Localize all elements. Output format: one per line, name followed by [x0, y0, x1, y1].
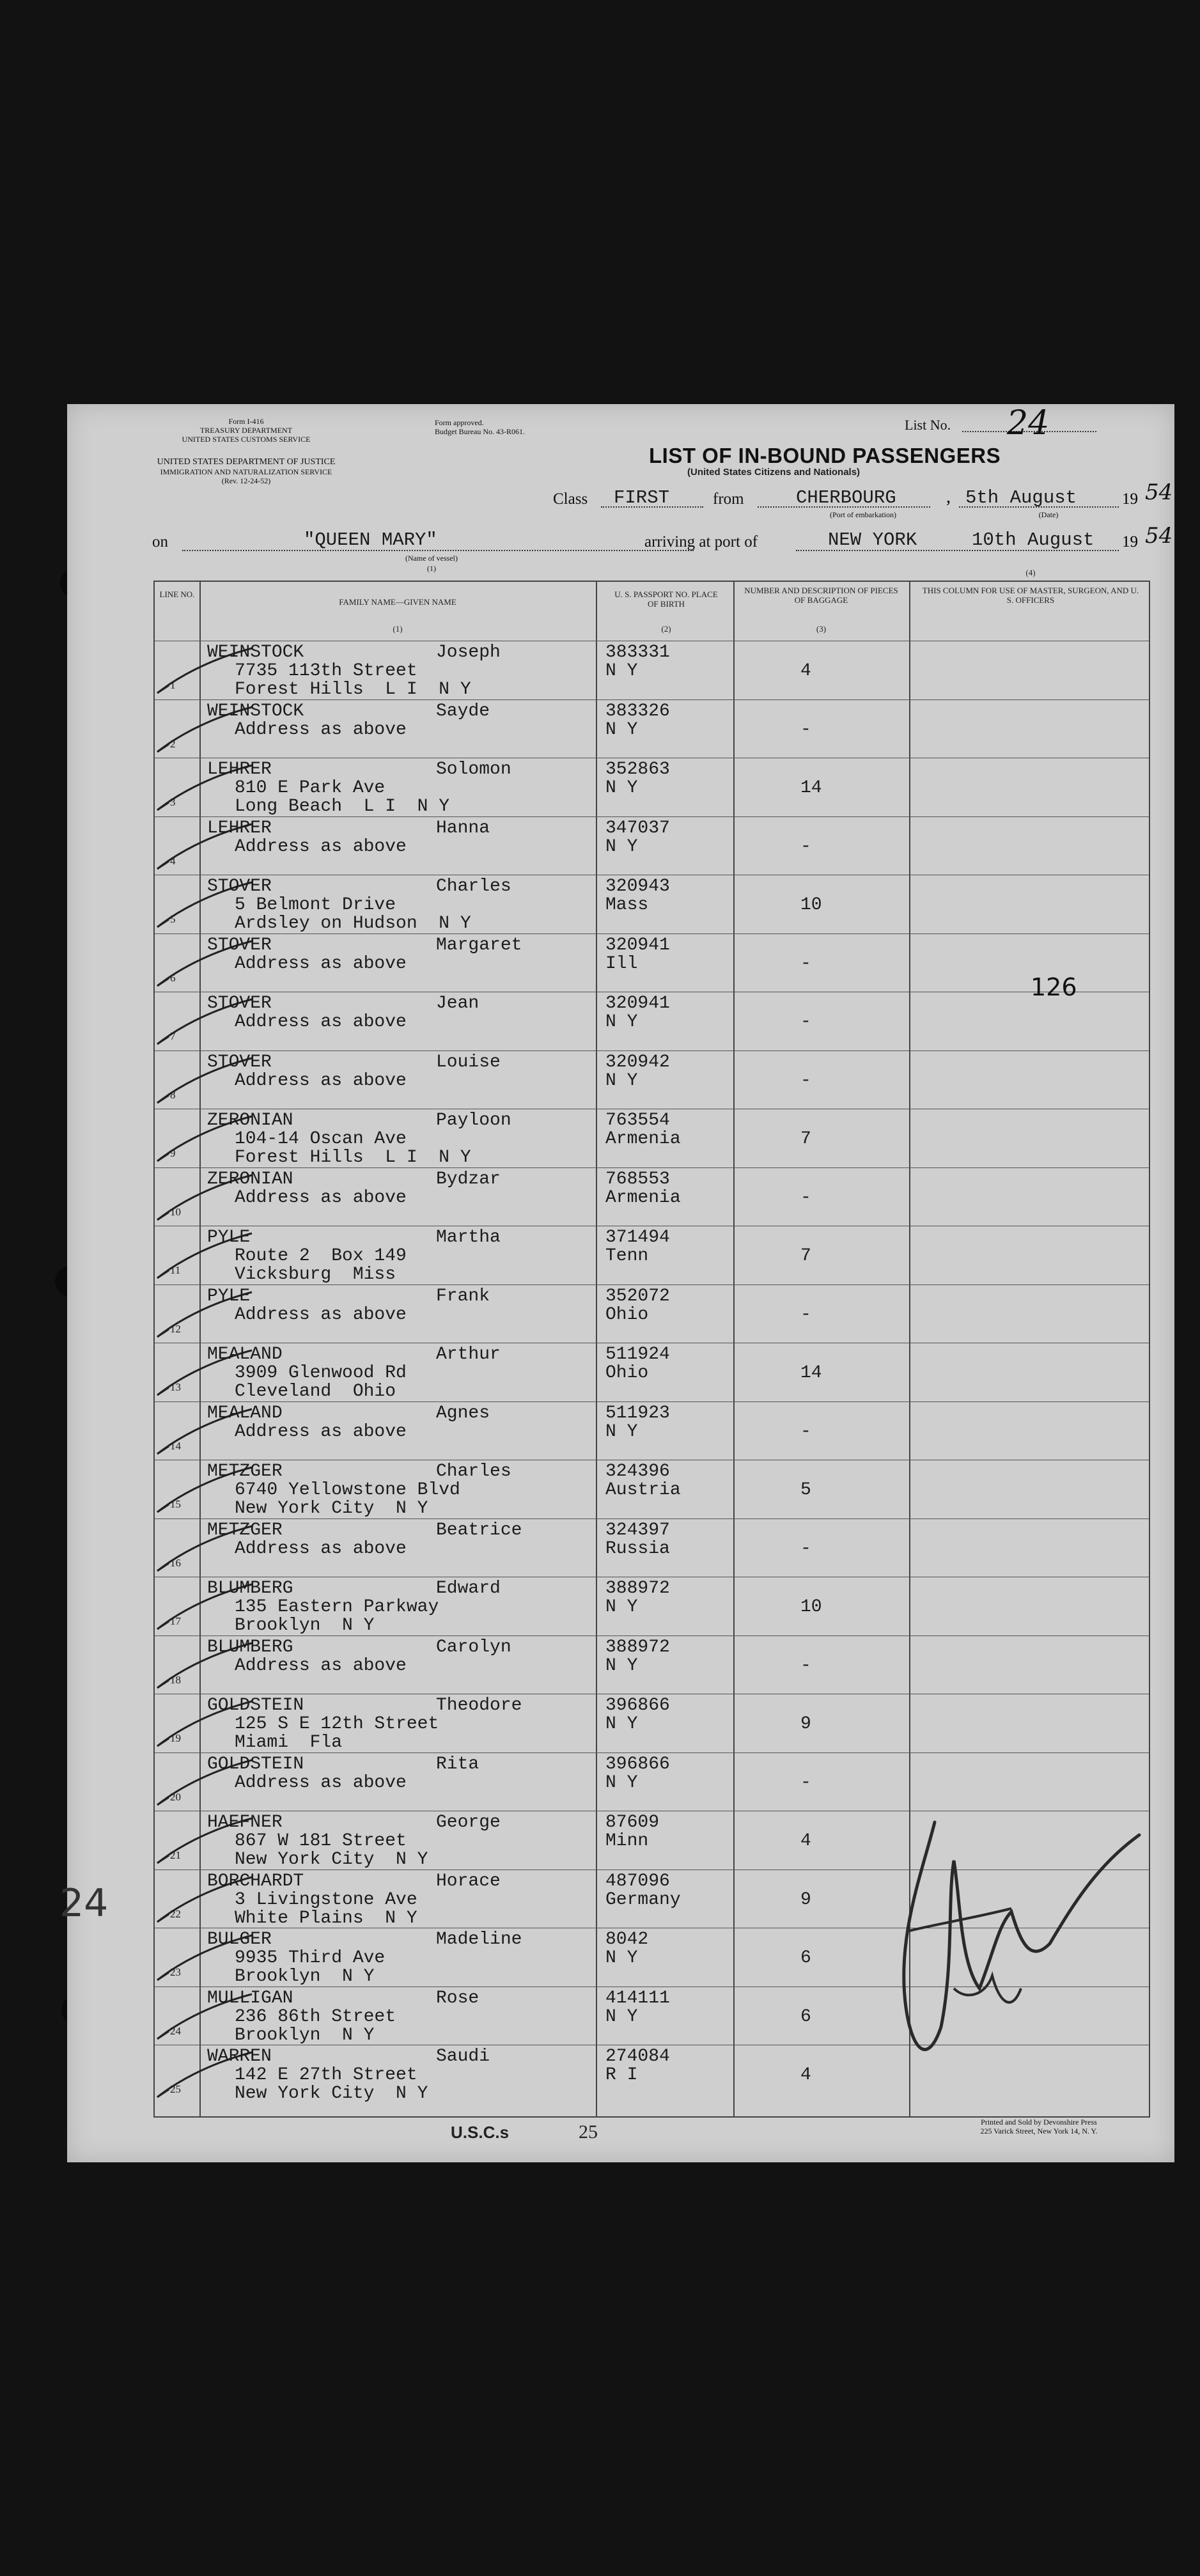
family-name: LEHRER: [207, 760, 272, 779]
table-row: [155, 1343, 1149, 1401]
place-of-birth: Germany: [605, 1889, 681, 1910]
family-name: STOVER: [207, 994, 272, 1013]
given-name: Saudi: [436, 2047, 490, 2066]
place-of-birth: Ohio: [605, 1304, 649, 1325]
baggage-count: -: [800, 1304, 811, 1325]
place-of-birth: N Y: [605, 1597, 638, 1617]
baggage-count: -: [800, 1187, 811, 1208]
baggage-count: 4: [800, 2065, 811, 2085]
family-name: BORCHARDT: [207, 1871, 304, 1891]
family-name: ZERONIAN: [207, 1169, 293, 1189]
address-line-2: New York City N Y: [235, 2084, 428, 2104]
date-line: [959, 506, 1119, 508]
address-line-2: Long Beach L I N Y: [235, 797, 450, 816]
address-line-1: Address as above: [235, 1304, 407, 1325]
table-row: [155, 992, 1149, 1050]
family-name: ZERONIAN: [207, 1111, 293, 1130]
family-name: MEALAND: [207, 1345, 283, 1364]
family-name: WEINSTOCK: [207, 643, 304, 662]
year-prefix: 19: [1122, 490, 1138, 508]
baggage-count: 14: [800, 1363, 822, 1383]
address-line-1: Address as above: [235, 1421, 407, 1442]
address-line-1: 9935 Third Ave: [235, 1948, 386, 1968]
passport-number: 8042: [605, 1930, 649, 1949]
line-number: 8: [170, 1088, 176, 1101]
address-line-2: New York City N Y: [235, 1499, 428, 1518]
family-name: PYLE: [207, 1228, 251, 1247]
passport-number: 87609: [605, 1813, 660, 1832]
passport-number: 324396: [605, 1462, 670, 1481]
table-row: [155, 641, 1149, 699]
place-of-birth: N Y: [605, 1948, 638, 1968]
passport-number: 768553: [605, 1169, 670, 1189]
class-value: FIRST: [614, 487, 670, 508]
line-number: 24: [170, 2024, 181, 2037]
form-revision: (Rev. 12-24-52): [221, 476, 271, 485]
baggage-count: -: [800, 1012, 811, 1032]
margin-note: 24: [59, 1881, 109, 1926]
baggage-count: -: [800, 1655, 811, 1676]
family-name: METZGER: [207, 1462, 283, 1481]
line-number: 22: [170, 1907, 181, 1920]
baggage-count: 10: [800, 1597, 822, 1617]
address-line-1: Address as above: [235, 1070, 407, 1091]
line-number: 9: [170, 1147, 176, 1159]
given-name: Margaret: [436, 935, 522, 955]
address-line-2: Brooklyn N Y: [235, 1967, 375, 1987]
passport-number: 511924: [605, 1345, 670, 1364]
officer-signature: [884, 1797, 1152, 2078]
place-of-birth: N Y: [605, 836, 638, 857]
address-line-2: Brooklyn N Y: [235, 1616, 375, 1635]
line-number: 3: [170, 796, 176, 808]
table-row: [155, 1226, 1149, 1284]
table-row: [155, 1109, 1149, 1167]
form-title: LIST OF IN-BOUND PASSENGERS: [649, 444, 1001, 467]
budget-bureau: Budget Bureau No. 43-R061.: [435, 427, 525, 436]
address-line-2: New York City N Y: [235, 1850, 428, 1870]
table-row: [155, 1635, 1149, 1694]
family-name: WEINSTOCK: [207, 701, 304, 721]
address-line-1: 135 Eastern Parkway: [235, 1597, 439, 1617]
baggage-count: 6: [800, 1948, 811, 1968]
place-of-birth: R I: [605, 2065, 638, 2085]
vessel-caption: (Name of vessel): [405, 554, 458, 563]
passport-number: 383326: [605, 701, 670, 721]
address-line-2: White Plains N Y: [235, 1908, 417, 1928]
given-name: Payloon: [436, 1111, 511, 1130]
place-of-birth: Ill: [605, 953, 638, 974]
given-name: Arthur: [436, 1345, 501, 1364]
place-of-birth: N Y: [605, 2006, 638, 2027]
place-of-birth: N Y: [605, 1012, 638, 1032]
arriving-label: arriving at port of: [644, 533, 758, 550]
passport-number: 396866: [605, 1754, 670, 1774]
line-number: 18: [170, 1673, 181, 1686]
baggage-count: -: [800, 1772, 811, 1793]
vessel-name: "QUEEN MARY": [304, 529, 437, 550]
given-name: Bydzar: [436, 1169, 501, 1189]
place-of-birth: N Y: [605, 719, 638, 740]
address-line-1: Address as above: [235, 1012, 407, 1032]
place-of-birth: N Y: [605, 1070, 638, 1091]
port-of-embarkation: CHERBOURG: [796, 487, 896, 508]
address-line-2: Cleveland Ohio: [235, 1382, 396, 1401]
family-name: HAEFNER: [207, 1813, 283, 1832]
given-name: Horace: [436, 1871, 501, 1891]
given-name: Frank: [436, 1286, 490, 1306]
vessel-line: [182, 550, 694, 551]
family-name: PYLE: [207, 1286, 251, 1306]
date-caption: (Date): [1038, 510, 1059, 519]
given-name: Rose: [436, 1988, 479, 2008]
port-caption: (Port of embarkation): [830, 510, 896, 519]
place-of-birth: Armenia: [605, 1129, 681, 1149]
place-of-birth: Minn: [605, 1831, 649, 1851]
line-number: 20: [170, 1790, 181, 1803]
passport-number: 414111: [605, 1988, 670, 2008]
printer-line-2: 225 Varick Street, New York 14, N. Y.: [980, 2127, 1098, 2135]
from-label: from: [713, 490, 744, 508]
address-line-2: Forest Hills L I N Y: [235, 680, 471, 699]
table-row: [155, 1167, 1149, 1226]
passport-number: 320943: [605, 877, 670, 896]
address-line-1: 810 E Park Ave: [235, 778, 386, 798]
passport-number: 487096: [605, 1871, 670, 1891]
dept-ins: IMMIGRATION AND NATURALIZATION SERVICE: [160, 467, 332, 476]
given-name: Rita: [436, 1754, 479, 1774]
date-embark: 5th August: [965, 487, 1077, 508]
given-name: Hanna: [436, 818, 490, 838]
col-officers-num: (4): [1025, 568, 1036, 577]
address-line-2: Forest Hills L I N Y: [235, 1148, 471, 1167]
line-number: 11: [170, 1264, 181, 1276]
date-arrival: 10th August: [972, 529, 1095, 550]
address-line-1: Address as above: [235, 1538, 407, 1559]
family-name: BLUMBERG: [207, 1579, 293, 1598]
list-no-value: 24: [1007, 404, 1050, 442]
line-number: 2: [170, 737, 176, 750]
baggage-count: -: [800, 1421, 811, 1442]
given-name: Carolyn: [436, 1637, 511, 1657]
address-line-1: 3909 Glenwood Rd: [235, 1363, 407, 1383]
dept-customs: UNITED STATES CUSTOMS SERVICE: [182, 435, 311, 444]
class-label: Class: [553, 490, 588, 508]
comma: ,: [946, 487, 951, 507]
family-name: STOVER: [207, 935, 272, 955]
baggage-count: 9: [800, 1889, 811, 1910]
passport-number: 320942: [605, 1052, 670, 1072]
passenger-table: [153, 568, 1150, 2118]
given-name: Charles: [436, 1462, 511, 1481]
line-number: 21: [170, 1849, 181, 1861]
baggage-count: 6: [800, 2006, 811, 2027]
family-name: MULLIGAN: [207, 1988, 293, 2008]
table-row: [155, 1694, 1149, 1752]
family-name: STOVER: [207, 877, 272, 896]
vessel-col: (1): [427, 564, 436, 573]
line-number: 1: [170, 679, 176, 691]
table-row: [155, 816, 1149, 875]
line-number: 10: [170, 1205, 181, 1218]
given-name: Madeline: [436, 1930, 522, 1949]
baggage-count: -: [800, 1070, 811, 1091]
given-name: Charles: [436, 877, 511, 896]
footer-code: U.S.C.s: [451, 2123, 510, 2142]
table-row: [155, 1401, 1149, 1460]
given-name: George: [436, 1813, 501, 1832]
arrival-port: NEW YORK: [828, 529, 917, 550]
line-number: 23: [170, 1966, 181, 1978]
table-row: [155, 1577, 1149, 1635]
on-label: on: [152, 533, 168, 550]
address-line-1: Address as above: [235, 836, 407, 857]
baggage-count: 14: [800, 778, 822, 798]
passport-number: 763554: [605, 1111, 670, 1130]
line-number: 7: [170, 1030, 176, 1042]
table-row: [155, 699, 1149, 758]
address-line-1: Address as above: [235, 1772, 407, 1793]
footer-number: 25: [579, 2121, 598, 2143]
address-line-2: Vicksburg Miss: [235, 1265, 396, 1284]
family-name: BULGER: [207, 1930, 272, 1949]
table-row: [155, 1460, 1149, 1518]
line-number: 4: [170, 854, 176, 867]
given-name: Edward: [436, 1579, 501, 1598]
family-name: BLUMBERG: [207, 1637, 293, 1657]
address-line-2: Brooklyn N Y: [235, 2025, 375, 2045]
family-name: MEALAND: [207, 1403, 283, 1423]
baggage-count: -: [800, 1538, 811, 1559]
table-row: [155, 875, 1149, 933]
line-number: 6: [170, 971, 176, 984]
passport-number: 347037: [605, 818, 670, 838]
place-of-birth: Austria: [605, 1480, 681, 1500]
place-of-birth: N Y: [605, 1655, 638, 1676]
passport-number: 371494: [605, 1228, 670, 1247]
family-name: METZGER: [207, 1520, 283, 1540]
given-name: Beatrice: [436, 1520, 522, 1540]
table-row: [155, 1050, 1149, 1109]
address-line-1: Address as above: [235, 1655, 407, 1676]
baggage-count: -: [800, 836, 811, 857]
family-name: STOVER: [207, 1052, 272, 1072]
baggage-count: 7: [800, 1246, 811, 1266]
address-line-1: 6740 Yellowstone Blvd: [235, 1480, 460, 1500]
place-of-birth: N Y: [605, 1421, 638, 1442]
form-subtitle: (United States Citizens and Nationals): [687, 467, 861, 478]
address-line-1: 3 Livingstone Ave: [235, 1889, 417, 1910]
passport-number: 320941: [605, 935, 670, 955]
given-name: Martha: [436, 1228, 501, 1247]
col-passport-num: (2): [661, 624, 671, 634]
col-passport: U. S. PASSPORT NO. PLACE OF BIRTH: [614, 589, 718, 609]
list-no-label: List No.: [905, 417, 951, 433]
passport-number: 396866: [605, 1696, 670, 1715]
passport-number: 320941: [605, 994, 670, 1013]
given-name: Agnes: [436, 1403, 490, 1423]
col-baggage: NUMBER AND DESCRIPTION OF PIECES OF BAGGAGE: [744, 586, 898, 605]
family-name: GOLDSTEIN: [207, 1754, 304, 1774]
col-name-num: (1): [393, 624, 403, 634]
table-row: [155, 1284, 1149, 1343]
address-line-1: 125 S E 12th Street: [235, 1714, 439, 1734]
place-of-birth: N Y: [605, 1714, 638, 1734]
address-line-1: 104-14 Oscan Ave: [235, 1129, 407, 1149]
form-number: Form I-416: [228, 417, 264, 426]
address-line-1: 236 86th Street: [235, 2006, 396, 2027]
family-name: LEHRER: [207, 818, 272, 838]
address-line-1: 5 Belmont Drive: [235, 895, 396, 915]
baggage-count: 10: [800, 895, 822, 915]
passport-number: 352863: [605, 760, 670, 779]
address-line-2: Ardsley on Hudson N Y: [235, 914, 471, 933]
line-number: 25: [170, 2083, 181, 2095]
passenger-list-sheet: [59, 404, 1174, 2162]
year-value-2: 54: [1145, 523, 1173, 549]
form-approved: Form approved.: [435, 418, 484, 427]
baggage-count: 7: [800, 1129, 811, 1149]
place-of-birth: Russia: [605, 1538, 670, 1559]
passport-number: 383331: [605, 643, 670, 662]
baggage-count: -: [800, 719, 811, 740]
line-number: 15: [170, 1498, 181, 1510]
line-number: 13: [170, 1381, 181, 1393]
col-name: FAMILY NAME—GIVEN NAME: [339, 597, 456, 607]
given-name: Solomon: [436, 760, 511, 779]
address-line-1: Address as above: [235, 953, 407, 974]
address-line-1: Address as above: [235, 719, 407, 740]
place-of-birth: Ohio: [605, 1363, 649, 1383]
passport-number: 274084: [605, 2047, 670, 2066]
col-officers: THIS COLUMN FOR USE OF MASTER, SURGEON, AND U. S. OFFICERS: [922, 586, 1139, 605]
address-line-1: Address as above: [235, 1187, 407, 1208]
passport-number: 324397: [605, 1520, 670, 1540]
table-row: [155, 933, 1149, 992]
line-number: 14: [170, 1439, 181, 1452]
passport-number: 511923: [605, 1403, 670, 1423]
place-of-birth: Armenia: [605, 1187, 681, 1208]
col-baggage-num: (3): [816, 624, 827, 634]
address-line-2: Miami Fla: [235, 1733, 343, 1752]
place-of-birth: Mass: [605, 895, 649, 915]
annotation-number: 126: [1031, 973, 1077, 1001]
address-line-1: 867 W 181 Street: [235, 1831, 407, 1851]
passport-number: 388972: [605, 1637, 670, 1657]
address-line-1: Route 2 Box 149: [235, 1246, 407, 1266]
family-name: WARREN: [207, 2047, 272, 2066]
table-row: [155, 758, 1149, 816]
line-number: 16: [170, 1556, 181, 1569]
place-of-birth: N Y: [605, 1772, 638, 1793]
family-name: GOLDSTEIN: [207, 1696, 304, 1715]
line-number: 5: [170, 913, 176, 925]
year-prefix-2: 19: [1122, 533, 1138, 550]
address-line-1: 7735 113th Street: [235, 661, 417, 681]
dept-justice: UNITED STATES DEPARTMENT OF JUSTICE: [157, 457, 336, 467]
baggage-count: 4: [800, 1831, 811, 1851]
given-name: Theodore: [436, 1696, 522, 1715]
printer-line-1: Printed and Sold by Devonshire Press: [981, 2118, 1097, 2127]
place-of-birth: N Y: [605, 661, 638, 681]
line-number: 19: [170, 1732, 181, 1744]
baggage-count: 5: [800, 1480, 811, 1500]
baggage-count: 9: [800, 1714, 811, 1734]
table-row: [155, 1518, 1149, 1577]
col-line-no: LINE NO.: [159, 589, 195, 599]
line-number: 12: [170, 1322, 181, 1335]
passport-number: 388972: [605, 1579, 670, 1598]
dept-treasury: TREASURY DEPARTMENT: [199, 426, 293, 435]
given-name: Jean: [436, 994, 479, 1013]
place-of-birth: Tenn: [605, 1246, 649, 1266]
place-of-birth: N Y: [605, 778, 638, 798]
given-name: Joseph: [436, 643, 501, 662]
address-line-1: 142 E 27th Street: [235, 2065, 417, 2085]
year-value: 54: [1145, 480, 1173, 505]
line-number: 17: [170, 1615, 181, 1627]
baggage-count: 4: [800, 661, 811, 681]
given-name: Sayde: [436, 701, 490, 721]
given-name: Louise: [436, 1052, 501, 1072]
passport-number: 352072: [605, 1286, 670, 1306]
baggage-count: -: [800, 953, 811, 974]
